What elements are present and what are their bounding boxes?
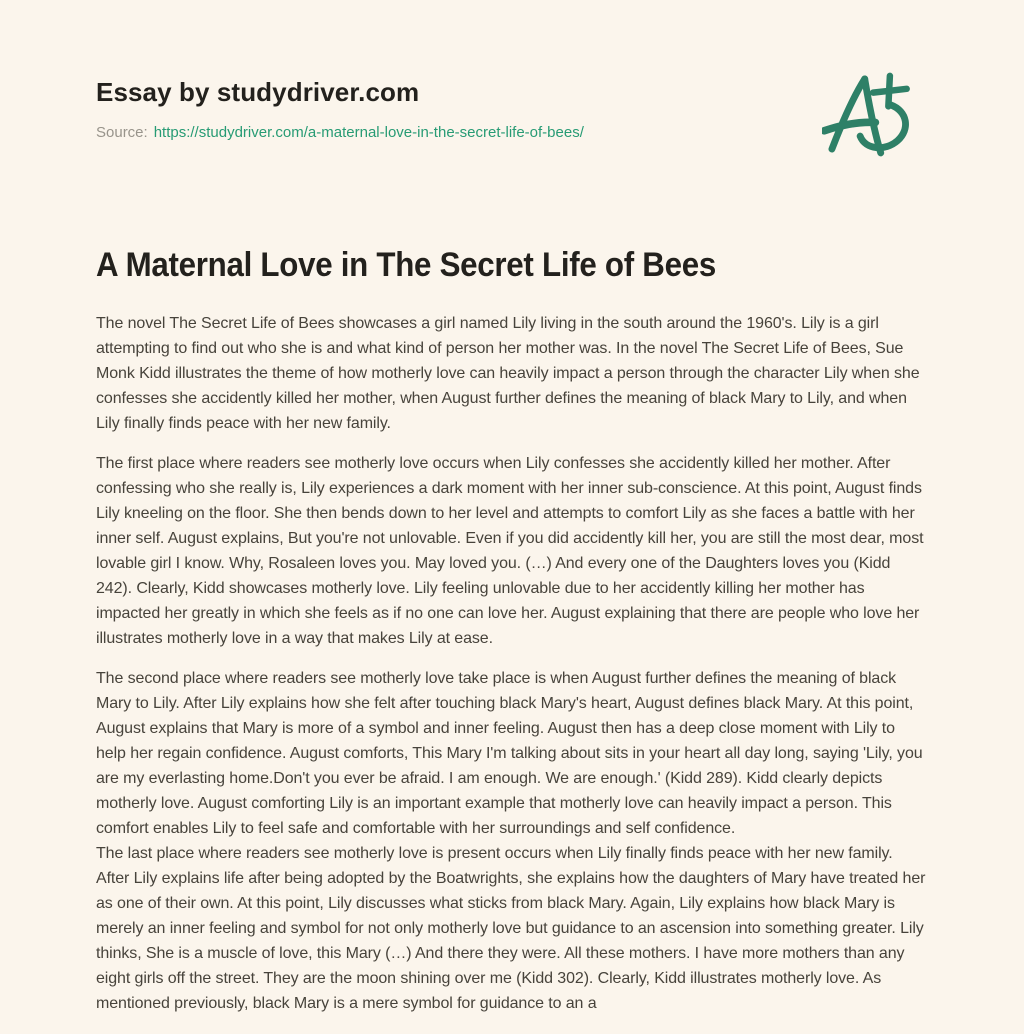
essay-paragraph-1: The novel The Secret Life of Bees showcases a girl named Lily living in the south around the 1960's. Lily is a girl attempting to find out who she is and what kind of person her mother was. In the novel The Secret Life of Bees, Sue Monk Kidd illustrates the theme of how motherly love can heavily impact a person through the character Lily when she confesses she accidently killed her mother, when August further defines the meaning of black Mary to Lily, and when Lily finally finds peace with her new family.	[96, 315, 920, 432]
page-header	[96, 0, 928, 143]
essay-title: A Maternal Love in The Secret Life of Bees	[96, 246, 716, 284]
essay-paragraph-4: The last place where readers see motherly love is present occurs when Lily finally finds peace with her new family. After Lily explains life after being adopted by the Boatwrights, she explains how the daughters of Mary have treated her as one of their own. At this point, Lily discusses what sticks from black Mary. Again, Lily explains how black Mary is merely an inner feeling and symbol for not only motherly love but guidance to an ascension into something greater. Lily thinks, She is a muscle of love, this Mary (…) And there they were. All these mothers. I have more mothers than any eight girls off the street. They are the moon shining over me (Kidd 302). Clearly, Kidd illustrates motherly love. As mentioned previously, black Mary is a mere symbol for guidance to an a	[96, 845, 926, 1012]
source-row	[96, 122, 928, 143]
source-link[interactable]: https://studydriver.com/a-maternal-love-in-the-secret-life-of-bees/	[153, 124, 584, 141]
a-plus-logo-icon	[822, 66, 912, 162]
brand-title: Essay by studydriver.com	[96, 77, 420, 107]
essay-paragraph-3: The second place where readers see motherly love take place is when August further defines the meaning of black Mary to Lily. After Lily explains how she felt after touching black Mary's heart, August defines black Mary. At this point, August explains that Mary is more of a symbol and inner feeling. August then has a deep close moment with Lily to help her regain confidence. August comforts, This Mary I'm talking about sits in your heart all day long, saying 'Lily, you are my everlasting home.Don't you ever be afraid. I am enough. We are enough.' (Kidd 289). Kidd clearly depicts motherly love. August comforting Lily is an important example that motherly love can heavily impact a person. This comfort enables Lily to feel safe and comfortable with her surroundings and self confidence.	[96, 670, 923, 837]
source-label: Source:	[96, 124, 148, 141]
essay-paragraph-2: The first place where readers see motherly love occurs when Lily confesses she accidently killed her mother. After confessing who she really is, Lily experiences a dark moment with her inner sub-conscience. At this point, August finds Lily kneeling on the floor. She then bends down to her level and attempts to comfort Lily as she faces a battle with her inner self. August explains, But you're not unlovable. Even if you did accidently kill her, you are still the most dear, most lovable girl I know. Why, Rosaleen loves you. May loved you. (…) And every one of the Daughters loves you (Kidd 242). Clearly, Kidd showcases motherly love. Lily feeling unlovable due to her accidently killing her mother has impacted her greatly in which she feels as if no one can love her. August explaining that there are people who love her illustrates motherly love in a way that makes Lily at ease.	[96, 455, 924, 647]
